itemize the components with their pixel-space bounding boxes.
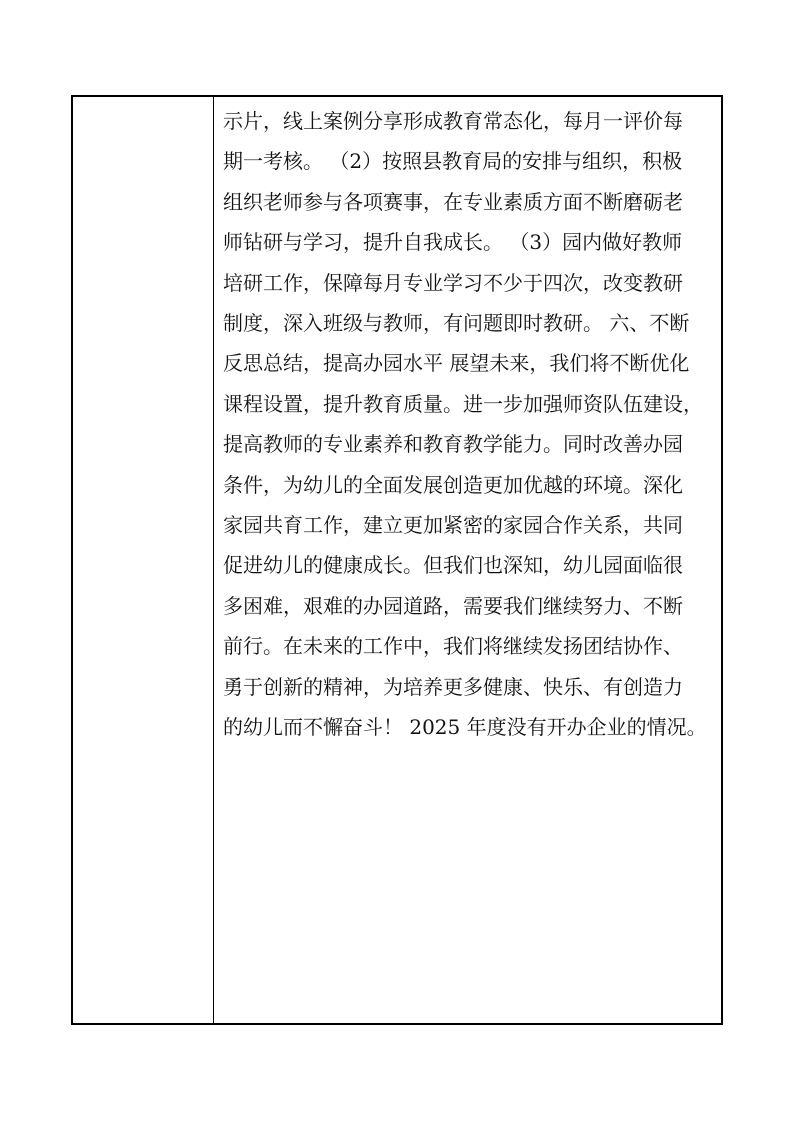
text-line-16: 的幼儿而不懈奋斗！ 2025 年度没有开办企业的情况。 <box>223 715 707 740</box>
text-line-10: 条件，为幼儿的全面发展创造更加优越的环境。深化 <box>223 472 683 497</box>
text-line-14: 前行。在未来的工作中，我们将继续发扬团结协作、 <box>223 634 683 659</box>
text-line-12: 促进幼儿的健康成长。但我们也深知，幼儿园面临很 <box>223 553 683 578</box>
text-line-4: 师钻研与学习，提升自我成长。 （3）园内做好教师 <box>223 230 683 255</box>
text-line-9: 提高教师的专业素养和教育教学能力。同时改善办园 <box>223 432 683 457</box>
text-line-5: 培研工作，保障每月专业学习不少于四次，改变教研 <box>223 270 683 295</box>
label-cell <box>73 97 214 1023</box>
text-line-1: 示片，线上案例分享形成教育常态化，每月一评价每 <box>223 109 683 133</box>
text-line-7: 反思总结，提高办园水平 展望未来，我们将不断优化 <box>223 351 690 376</box>
content-cell <box>214 97 721 1023</box>
report-paragraph <box>223 101 713 748</box>
text-line-15: 勇于创新的精神，为培养更多健康、快乐、有创造力 <box>223 674 683 699</box>
text-line-2: 期一考核。 （2）按照县教育局的安排与组织，积极 <box>223 149 683 174</box>
text-line-8: 课程设置，提升教育质量。进一步加强师资队伍建设， <box>223 391 703 416</box>
text-line-3: 组织老师参与各项赛事，在专业素质方面不断磨砺老 <box>223 189 683 214</box>
text-line-11: 家园共育工作，建立更加紧密的家园合作关系，共同 <box>223 513 683 538</box>
text-line-13: 多困难，艰难的办园道路，需要我们继续努力、不断 <box>223 593 683 618</box>
report-table <box>71 95 723 1025</box>
text-line-6: 制度，深入班级与教师，有问题即时教研。 六、不断 <box>223 311 690 336</box>
